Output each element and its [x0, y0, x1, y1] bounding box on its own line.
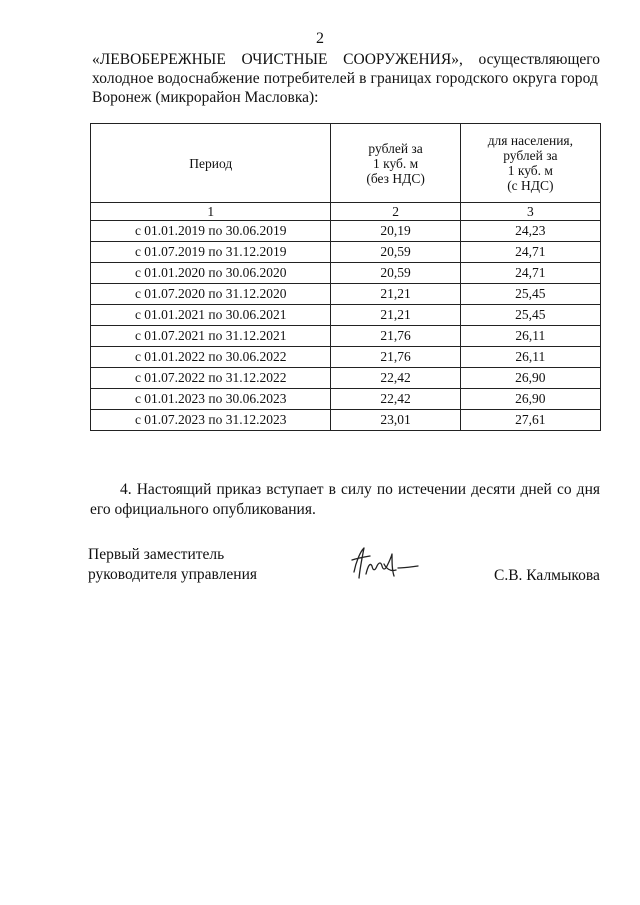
page-number: 2 — [316, 30, 324, 47]
signatory-title-line-1: Первый заместитель — [88, 546, 225, 563]
price-no-vat-cell: 20,59 — [331, 263, 460, 284]
price-with-vat-cell: 26,11 — [460, 326, 600, 347]
price-with-vat-cell: 26,11 — [460, 347, 600, 368]
table-row — [91, 368, 601, 389]
price-with-vat-cell: 25,45 — [460, 305, 600, 326]
price-no-vat-cell: 22,42 — [331, 389, 460, 410]
handwritten-signature — [348, 544, 420, 586]
intro-paragraph — [92, 50, 600, 107]
table-row — [91, 242, 601, 263]
intro-line-3: Воронеж (микрорайон Масловка): — [92, 89, 319, 106]
period-cell: с 01.07.2021 по 31.12.2021 — [91, 326, 331, 347]
column-number-row — [91, 203, 601, 221]
period-cell: с 01.07.2023 по 31.12.2023 — [91, 410, 331, 431]
table-row — [91, 410, 601, 431]
period-cell: с 01.01.2019 по 30.06.2019 — [91, 221, 331, 242]
table-row — [91, 389, 601, 410]
price-with-vat-cell: 24,23 — [460, 221, 600, 242]
header-no-vat: рублей за 1 куб. м (без НДС) — [331, 124, 460, 203]
table-row — [91, 284, 601, 305]
signatory-name: С.В. Калмыкова — [494, 567, 600, 584]
signatory-title — [88, 545, 257, 585]
period-cell: с 01.07.2019 по 31.12.2019 — [91, 242, 331, 263]
price-with-vat-cell: 24,71 — [460, 263, 600, 284]
period-cell: с 01.01.2022 по 30.06.2022 — [91, 347, 331, 368]
table-header-row — [91, 124, 601, 203]
column-number: 1 — [91, 203, 331, 221]
price-no-vat-cell: 21,21 — [331, 305, 460, 326]
intro-line-1: «ЛЕВОБЕРЕЖНЫЕ ОЧИСТНЫЕ СООРУЖЕНИЯ», осуществляющего — [92, 51, 600, 68]
price-with-vat-cell: 24,71 — [460, 242, 600, 263]
period-cell: с 01.01.2023 по 30.06.2023 — [91, 389, 331, 410]
header-period: Период — [91, 124, 331, 203]
column-number: 3 — [460, 203, 600, 221]
price-no-vat-cell: 21,76 — [331, 326, 460, 347]
price-no-vat-cell: 22,42 — [331, 368, 460, 389]
price-no-vat-cell: 21,21 — [331, 284, 460, 305]
price-with-vat-cell: 27,61 — [460, 410, 600, 431]
clause-4-line-1: 4. Настоящий приказ вступает в силу по истечении десяти дней со дня — [120, 481, 600, 498]
period-cell: с 01.07.2020 по 31.12.2020 — [91, 284, 331, 305]
table-row — [91, 347, 601, 368]
period-cell: с 01.01.2020 по 30.06.2020 — [91, 263, 331, 284]
price-no-vat-cell: 20,19 — [331, 221, 460, 242]
table-row — [91, 326, 601, 347]
price-no-vat-cell: 21,76 — [331, 347, 460, 368]
price-with-vat-cell: 26,90 — [460, 368, 600, 389]
clause-4-paragraph — [90, 480, 600, 520]
period-cell: с 01.07.2022 по 31.12.2022 — [91, 368, 331, 389]
price-with-vat-cell: 26,90 — [460, 389, 600, 410]
table-row — [91, 305, 601, 326]
table-row — [91, 221, 601, 242]
intro-line-2: холодное водоснабжение потребителей в границах городского округа город — [92, 70, 599, 87]
price-no-vat-cell: 20,59 — [331, 242, 460, 263]
price-with-vat-cell: 25,45 — [460, 284, 600, 305]
period-cell: с 01.01.2021 по 30.06.2021 — [91, 305, 331, 326]
header-with-vat: для населения, рублей за 1 куб. м (с НДС) — [460, 124, 600, 203]
clause-4-line-2: его официального опубликования. — [90, 501, 316, 518]
tariff-table — [90, 123, 601, 431]
table-row — [91, 263, 601, 284]
column-number: 2 — [331, 203, 460, 221]
signatory-title-line-2: руководителя управления — [88, 566, 258, 583]
price-no-vat-cell: 23,01 — [331, 410, 460, 431]
